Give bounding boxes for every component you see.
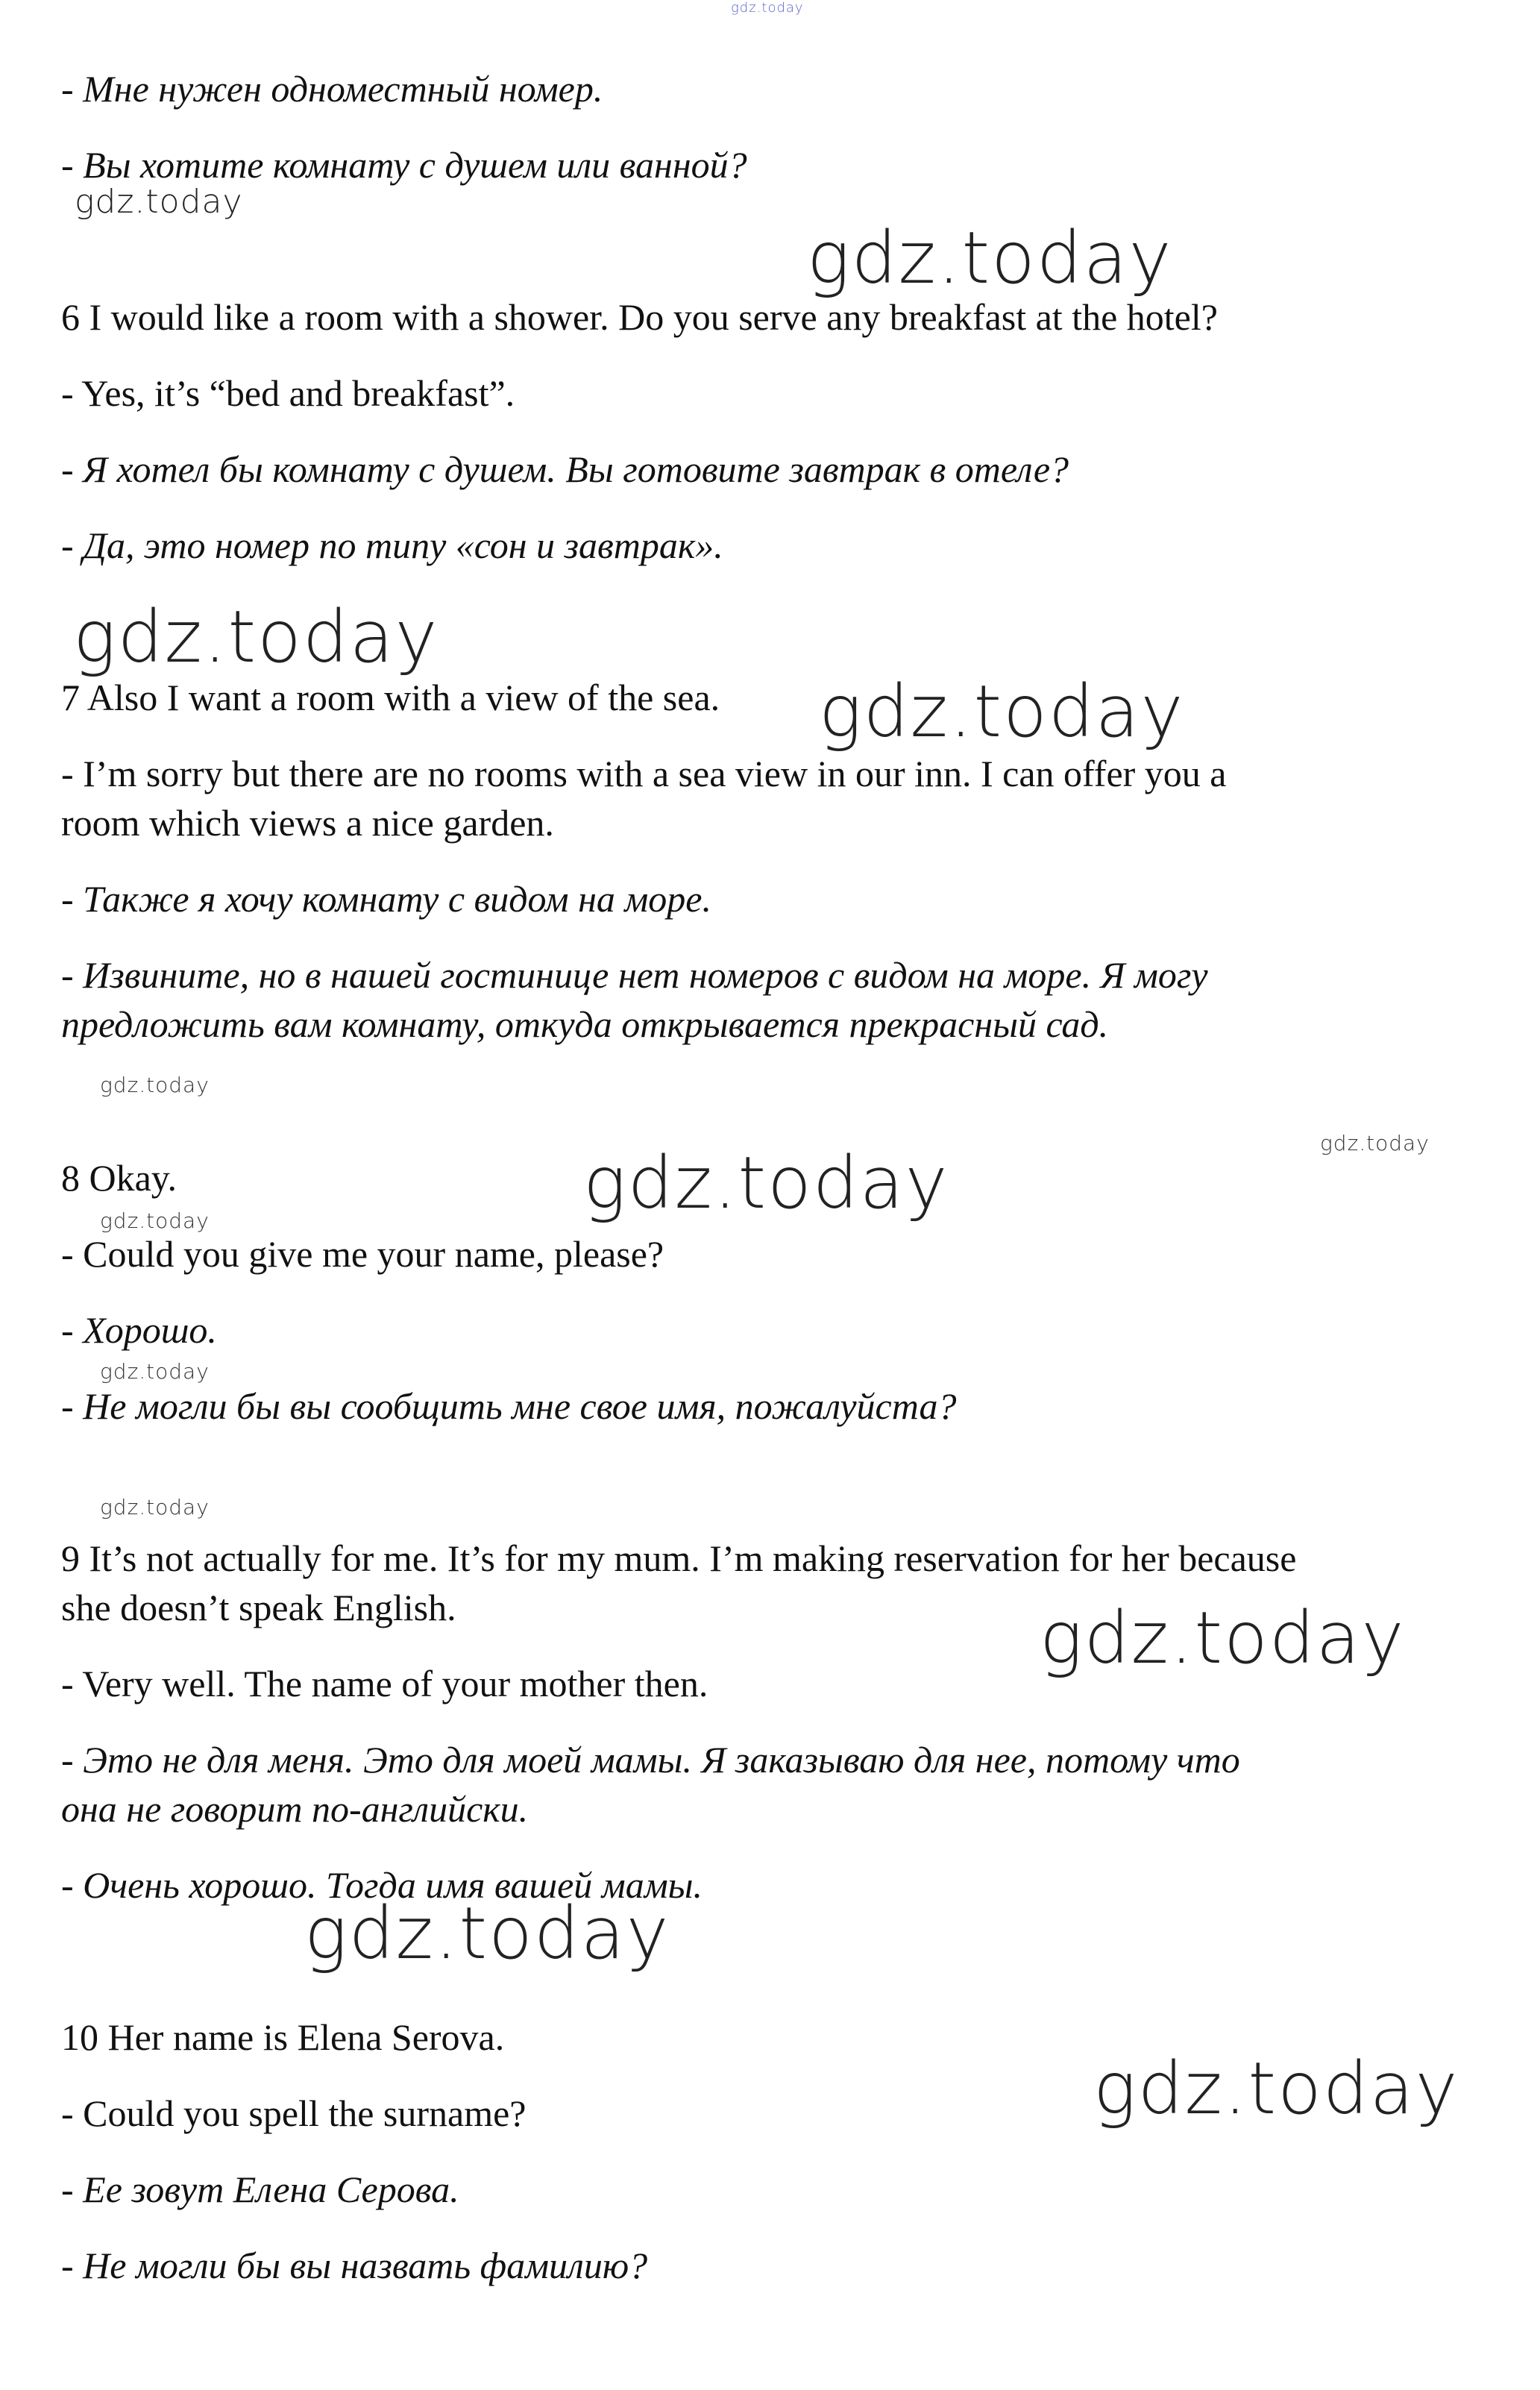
en-line: - I’m sorry but there are no rooms with a sea view in our inn. I can offer you a: [61, 753, 1227, 794]
ru-line: - Не могли бы вы назвать фамилию?: [61, 2245, 648, 2286]
watermark-top: gdz.today: [731, 0, 804, 16]
ru-line: - Не могли бы вы сообщить мне свое имя, пожалуйста?: [61, 1385, 957, 1427]
ru-line: - Хорошо.: [61, 1309, 217, 1351]
en-line: - Yes, it’s “bed and breakfast”.: [61, 372, 515, 414]
ru-line: - Очень хорошо. Тогда имя вашей мамы.: [61, 1864, 703, 1906]
en-line: - Could you spell the surname?: [61, 2092, 527, 2134]
ru-line: она не говорит по-английски.: [61, 1788, 529, 1830]
watermark: gdz.today: [73, 595, 439, 679]
watermark: gdz.today: [819, 670, 1185, 753]
en-line: 10 Her name is Elena Serova.: [61, 2016, 505, 2058]
en-line: 7 Also I want a room with a view of the sea.: [61, 677, 720, 718]
en-line: - Could you give me your name, please?: [61, 1233, 664, 1275]
ru-line: - Мне нужен одноместный номер.: [61, 68, 603, 110]
en-line: she doesn’t speak English.: [61, 1587, 456, 1628]
ru-line: - Я хотел бы комнату с душем. Вы готовите завтрак в отеле?: [61, 448, 1069, 490]
en-line: room which views a nice garden.: [61, 802, 554, 844]
watermark: gdz.today: [100, 1495, 210, 1519]
watermark: gdz.today: [100, 1073, 210, 1097]
watermark: gdz.today: [1040, 1596, 1406, 1680]
en-line: - Very well. The name of your mother then.: [61, 1663, 708, 1704]
watermark: gdz.today: [100, 1208, 210, 1233]
ru-line: предложить вам комнату, откуда открывается прекрасный сад.: [61, 1003, 1109, 1045]
ru-line: - Да, это номер по типу «сон и завтрак».: [61, 524, 723, 566]
watermark: gdz.today: [100, 1359, 210, 1384]
watermark: gdz.today: [1093, 2047, 1459, 2130]
en-line: 6 I would like a room with a shower. Do you serve any breakfast at the hotel?: [61, 296, 1218, 338]
watermark: gdz.today: [304, 1892, 670, 1975]
en-line: 8 Okay.: [61, 1157, 177, 1199]
ru-line: - Вы хотите комнату с душем или ванной?: [61, 144, 747, 186]
watermark: gdz.today: [583, 1141, 949, 1225]
en-line: 9 It’s not actually for me. It’s for my mum. I’m making reservation for her because: [61, 1537, 1297, 1579]
ru-line: - Также я хочу комнату с видом на море.: [61, 878, 711, 920]
watermark: gdz.today: [807, 216, 1173, 300]
ru-line: - Это не для меня. Это для моей мамы. Я заказываю для нее, потому что: [61, 1739, 1240, 1781]
watermark: gdz.today: [75, 183, 243, 221]
watermark: gdz.today: [1320, 1131, 1430, 1155]
ru-line: - Извините, но в нашей гостинице нет номеров с видом на море. Я могу: [61, 954, 1208, 996]
ru-line: - Ее зовут Елена Серова.: [61, 2168, 459, 2210]
